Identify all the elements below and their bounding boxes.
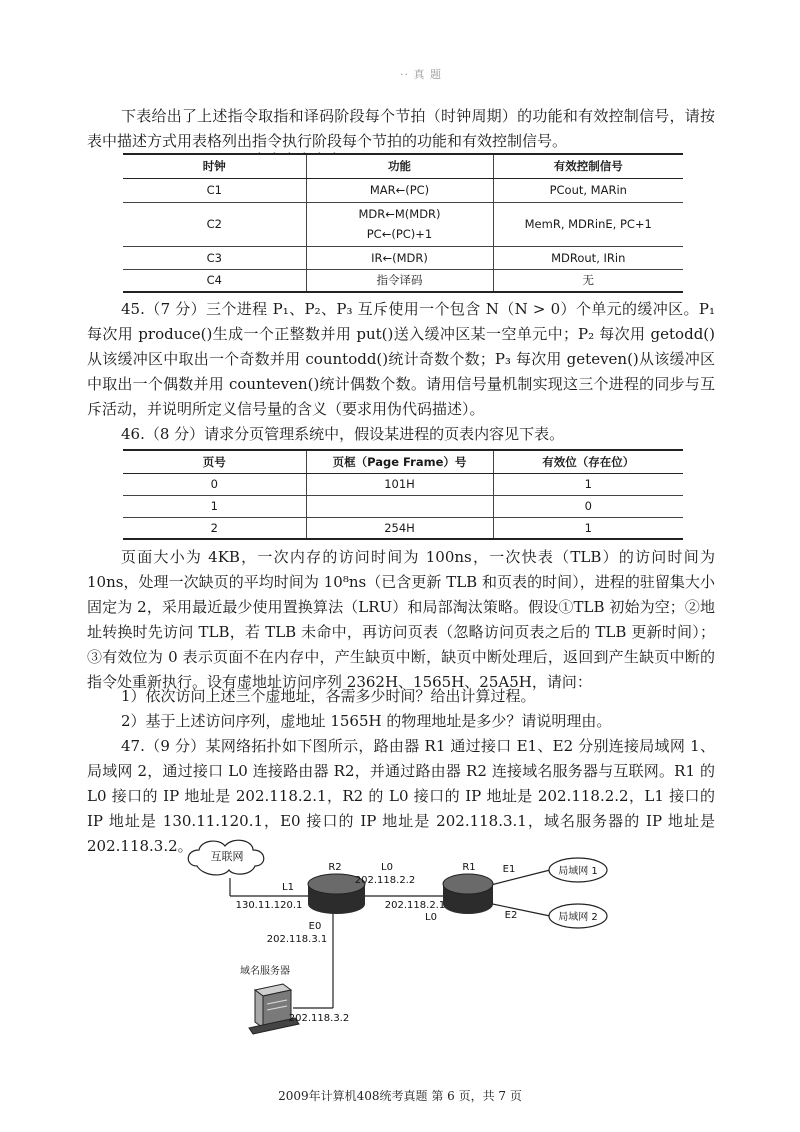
lan1-label: 局域网 1 — [558, 866, 598, 877]
intro-emphasis: 指令执行阶段 — [252, 132, 343, 150]
cell-signals: 无 — [493, 269, 683, 292]
table-row — [123, 517, 683, 539]
cell-clock: C1 — [123, 178, 306, 202]
r2-e0-label: E0 — [308, 921, 322, 932]
cell-clock: C3 — [123, 246, 306, 269]
r1-e1-label: E1 — [502, 864, 516, 875]
internet-label: 互联网 — [210, 850, 244, 863]
cell-page: 2 — [123, 517, 306, 539]
table-row — [123, 495, 683, 517]
r2-l1-label: L1 — [282, 882, 294, 893]
r2-l1-ip: 130.11.120.1 — [235, 900, 303, 911]
th-clock: 时钟 — [123, 154, 306, 178]
dns-ip: 202.118.3.2 — [288, 1013, 350, 1024]
th-function: 功能 — [306, 154, 493, 178]
cell-valid: 0 — [493, 495, 683, 517]
lan2-label: 局域网 2 — [558, 912, 598, 923]
cell-function: IR←(MDR) — [306, 246, 493, 269]
r2-e0-ip: 202.118.3.1 — [266, 934, 328, 945]
header-mark: ·· 真 题 — [400, 68, 442, 81]
cell-function-line: MDR←M(MDR) — [358, 207, 441, 221]
table-row — [123, 473, 683, 495]
cell-valid: 1 — [493, 517, 683, 539]
table-row — [123, 178, 683, 202]
r2-l0-label: L0 — [381, 862, 393, 873]
table-control-signals — [123, 153, 683, 293]
intro-text: 下表给出了上述指令取指和译码阶段每个节拍（时钟周期）的功能和有效控制信号，请按表中描述方式用表格列出 — [87, 107, 715, 150]
intro-tail: 每个节拍的功能和有效控制信号。 — [342, 132, 568, 150]
question-47: 47.（9 分）某网络拓扑如下图所示，路由器 R1 通过接口 E1、E2 分别连接局域网 1、局域网 2，通过接口 L0 连接路由器 R2，并通过路由器 R2 连接域名服务器与互联网。R1 的 L0 接口的 IP 地址是 202.118.2.1，R2 的 L0 接口的 IP 地址是 202.118.2.2，L1 接口的 IP 地址是 130.11.120.1，E0 接口的 IP 地址是 202.118.3.1，域名服务器的 IP 地址是 202.118.3.2。 — [87, 737, 715, 855]
cell-signals: MemR, MDRinE, PC+1 — [493, 202, 683, 246]
server-icon — [249, 984, 299, 1034]
cell-frame: 254H — [306, 517, 493, 539]
table-page-table — [123, 449, 683, 540]
r1-l0-label: L0 — [425, 912, 437, 923]
question-46-sub2: 2）基于上述访问序列，虚地址 1565H 的物理地址是多少？请说明理由。 — [121, 712, 612, 730]
table-row — [123, 202, 683, 246]
question-45: 45.（7 分）三个进程 P₁、P₂、P₃ 互斥使用一个包含 N（N > 0）个单元的缓冲区。P₁ 每次用 produce()生成一个正整数并用 put()送入缓冲区某一空单元中；P₂ 每次用 getodd()从该缓冲区中取出一个奇数并用 countodd()统计奇数个数；P₃ 每次用 geteven()从该缓冲区中取出一个偶数并用 counteven()统计偶数个数。请用信号量机制实现这三个进程的同步与互斥活动，并说明所定义信号量的含义（要求用伪代码描述）。 — [87, 300, 715, 418]
intro-paragraph — [87, 104, 715, 159]
cell-valid: 1 — [493, 473, 683, 495]
cell-clock: C4 — [123, 269, 306, 292]
dns-label: 域名服务器 — [240, 966, 290, 977]
th-page-frame: 页框（Page Frame）号 — [306, 450, 493, 473]
r2-l0-ip: 202.118.2.2 — [354, 875, 416, 886]
r1-label: R1 — [462, 862, 476, 873]
cell-signals: PCout, MARin — [493, 178, 683, 202]
cell-function: MAR←(PC) — [306, 178, 493, 202]
cell-signals: MDRout, IRin — [493, 246, 683, 269]
cell-frame: 101H — [306, 473, 493, 495]
th-signals: 有效控制信号 — [493, 154, 683, 178]
page-footer: 2009年计算机408统考真题 第 6 页，共 7 页 — [278, 1089, 522, 1103]
table-row — [123, 269, 683, 292]
cell-page: 1 — [123, 495, 306, 517]
question-46: 46.（8 分）请求分页管理系统中，假设某进程的页表内容见下表。 — [121, 425, 565, 443]
th-page-number: 页号 — [123, 450, 306, 473]
question-46-body: 页面大小为 4KB，一次内存的访问时间为 100ns，一次快表（TLB）的访问时间为 10ns，处理一次缺页的平均时间为 10⁸ns（已含更新 TLB 和页表的时间），进程的驻留集大小固定为 2，采用最近最少使用置换算法（LRU）和局部淘汰策略。假设①TLB 初始为空；②地址转换时先访问 TLB，若 TLB 未命中，再访问页表（忽略访问页表之后的 TLB 更新时间）；③有效位为 0 表示页面不在内存中，产生缺页中断，缺页中断处理后，返回到产生缺页中断的指令处重新执行。设有虚地址访问序列 2362H、1565H、25A5H，请问： — [87, 548, 715, 691]
cell-function — [306, 202, 493, 246]
cell-frame — [306, 495, 493, 517]
network-topology-diagram — [175, 832, 615, 1040]
th-valid-bit: 有效位（存在位） — [493, 450, 683, 473]
cell-function: 指令译码 — [306, 269, 493, 292]
router-r1-icon — [443, 874, 493, 914]
cell-clock: C2 — [123, 202, 306, 246]
cell-function-line: PC←(PC)+1 — [366, 227, 433, 241]
question-46-sub1: 1）依次访问上述三个虚地址，各需多少时间？给出计算过程。 — [121, 687, 536, 705]
r1-e2-label: E2 — [504, 910, 518, 921]
cell-page: 0 — [123, 473, 306, 495]
r2-label: R2 — [328, 862, 342, 873]
table-row — [123, 246, 683, 269]
r1-l0-ip: 202.118.2.1 — [384, 900, 446, 911]
